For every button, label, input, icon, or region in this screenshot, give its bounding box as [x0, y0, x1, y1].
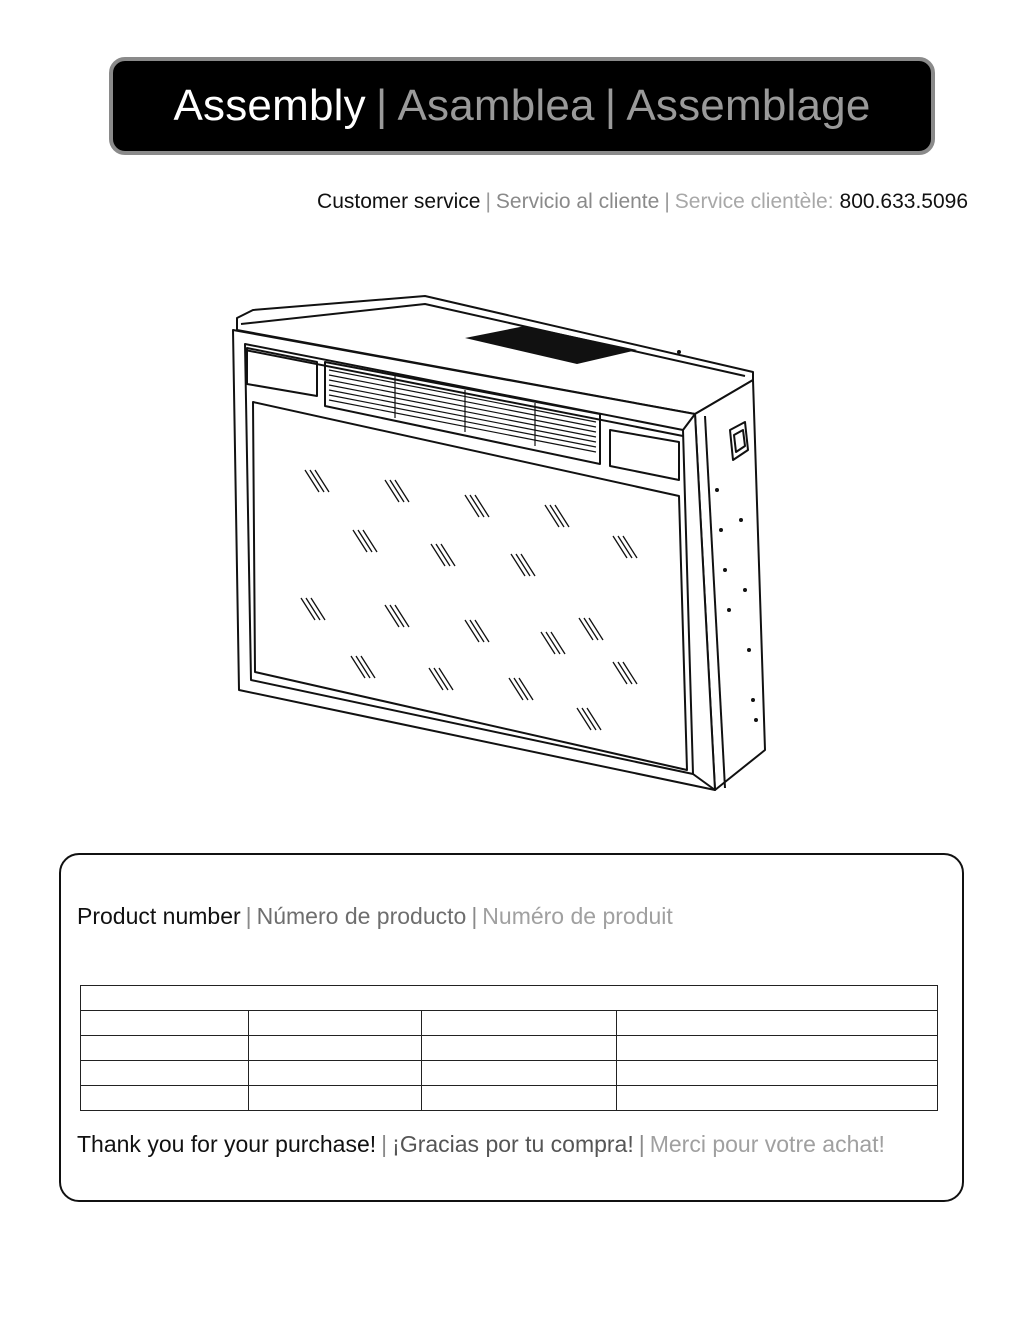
ty-separator: |: [638, 1131, 645, 1157]
table-row: [81, 986, 938, 1011]
table-row: [81, 1061, 938, 1086]
product-number-label-fr: Numéro de produit: [482, 903, 673, 929]
table-cell: [249, 1061, 422, 1086]
product-number-label-es: Número de producto: [256, 903, 467, 929]
table-cell: [81, 986, 938, 1011]
table-cell: [249, 1036, 422, 1061]
title-french: Assemblage: [626, 81, 871, 130]
cs-separator: |: [664, 190, 670, 213]
table-cell: [422, 1011, 617, 1036]
pn-separator: |: [245, 903, 252, 929]
customer-service-label-fr: Service clientèle:: [674, 190, 834, 213]
table-cell: [249, 1011, 422, 1036]
thank-you-line: [77, 1131, 885, 1158]
electric-fireplace-insert-illustration: [225, 290, 775, 800]
table-cell: [422, 1086, 617, 1111]
thank-you-en: Thank you for your purchase!: [77, 1131, 377, 1157]
ty-separator: |: [381, 1131, 388, 1157]
customer-service-label-en: Customer service: [317, 190, 481, 213]
customer-service-line: [317, 190, 968, 214]
table-row: [81, 1086, 938, 1111]
customer-service-phone: 800.633.5096: [839, 190, 968, 213]
title-spanish: Asamblea: [397, 81, 595, 130]
table-row: [81, 1036, 938, 1061]
title-separator: |: [604, 81, 617, 130]
pn-separator: |: [471, 903, 478, 929]
title-separator: |: [375, 81, 388, 130]
table-cell: [617, 1011, 938, 1036]
table-cell: [617, 1036, 938, 1061]
table-cell: [81, 1061, 249, 1086]
table-row: [81, 1011, 938, 1036]
product-number-line: [77, 903, 673, 930]
title-english: Assembly: [173, 81, 366, 130]
table-cell: [249, 1086, 422, 1111]
table-cell: [81, 1011, 249, 1036]
product-number-table: [80, 985, 938, 1111]
table-cell: [422, 1061, 617, 1086]
table-cell: [81, 1086, 249, 1111]
title-banner: [109, 57, 935, 155]
table-cell: [81, 1036, 249, 1061]
table-cell: [617, 1061, 938, 1086]
thank-you-fr: Merci pour votre achat!: [649, 1131, 885, 1157]
product-info-box: [59, 853, 964, 1202]
table-cell: [422, 1036, 617, 1061]
thank-you-es: ¡Gracias por tu compra!: [392, 1131, 634, 1157]
cs-separator: |: [485, 190, 491, 213]
customer-service-label-es: Servicio al cliente: [495, 190, 660, 213]
table-cell: [617, 1086, 938, 1111]
product-number-label-en: Product number: [77, 903, 241, 929]
